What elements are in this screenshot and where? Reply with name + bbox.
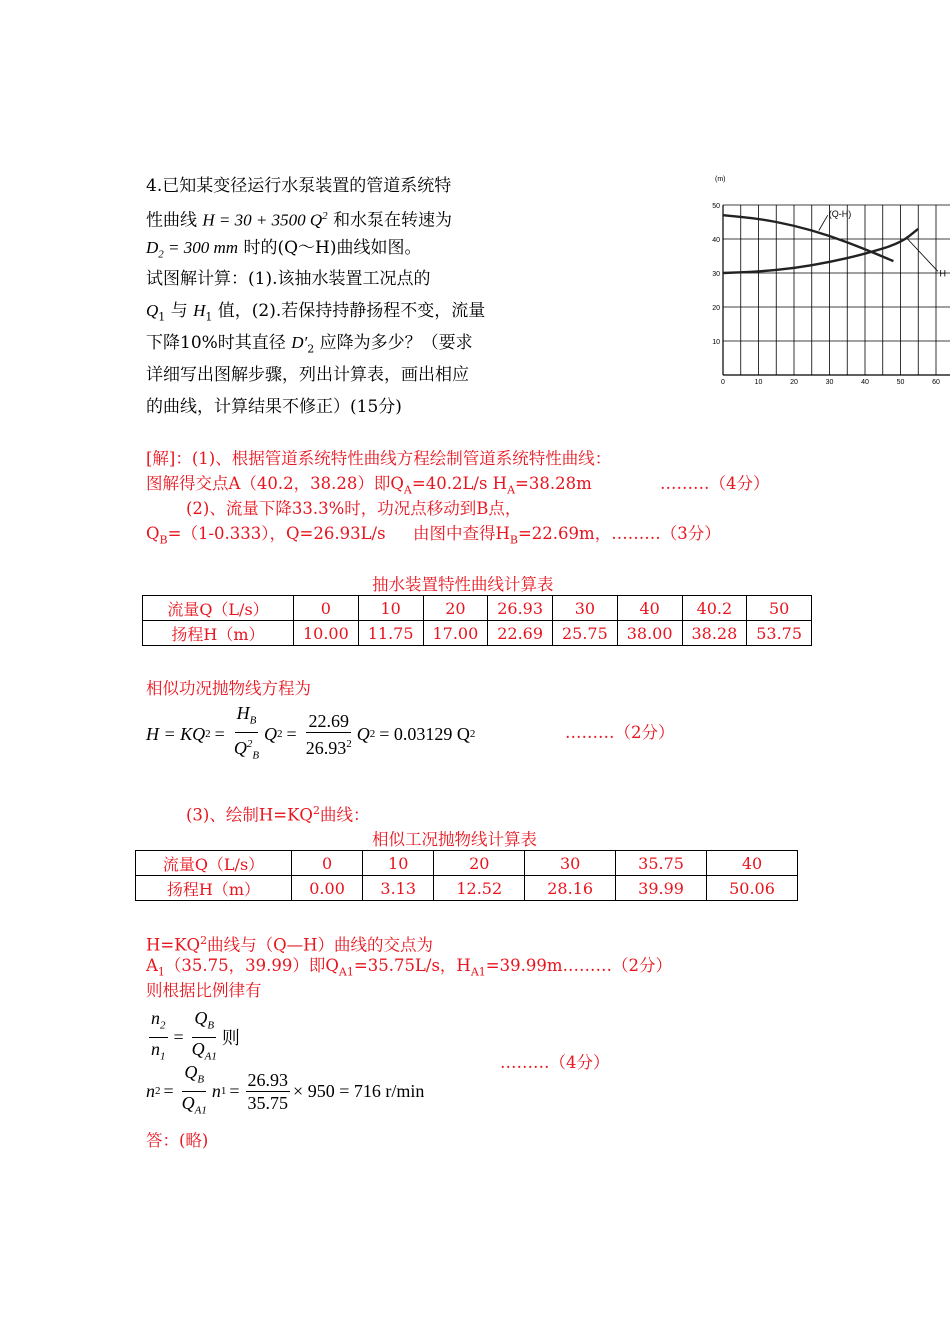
numerator — [192, 1007, 216, 1038]
equals: = — [229, 1080, 240, 1101]
denominator — [232, 733, 261, 767]
sub: 1 — [220, 1085, 227, 1097]
y-tick-label: 10 — [712, 339, 720, 346]
text: =38.28m — [515, 474, 592, 493]
qh-leader — [819, 215, 828, 230]
sub: 1 — [205, 310, 213, 324]
score-4b: ………（4分） — [500, 1053, 610, 1072]
cell: 12.52 — [434, 876, 525, 901]
denominator — [149, 1038, 168, 1068]
cell: 28.16 — [525, 876, 616, 901]
q: Q — [264, 723, 278, 744]
answer: 答：(略) — [146, 1131, 209, 1150]
equals: = — [214, 723, 225, 744]
solution-hb — [413, 521, 721, 552]
question-line-8: 的曲线，计算结果不修正）(15分) — [146, 397, 402, 417]
equals: = — [163, 1080, 174, 1101]
cell: 40 — [707, 851, 798, 876]
qa1: Q — [191, 1038, 205, 1059]
sub: B — [159, 533, 168, 547]
sup: 2 — [469, 728, 476, 740]
text: 时的(Q～H)曲线如图。 — [243, 238, 422, 258]
cell: 3.13 — [363, 876, 434, 901]
sub: A1 — [194, 1104, 207, 1117]
n1: n — [151, 1038, 160, 1059]
sub: 2 — [307, 342, 315, 356]
cell: 17.00 — [423, 621, 488, 646]
text: 与 — [170, 301, 188, 321]
text: A — [146, 956, 158, 975]
text: =39.99m………（2分） — [485, 956, 672, 975]
sub: 1 — [157, 965, 165, 979]
cell: 38.00 — [617, 621, 682, 646]
qb: Q — [233, 737, 247, 758]
sup: 2 — [346, 737, 352, 750]
cell: 10 — [358, 596, 423, 621]
cell: 26.93 — [488, 596, 553, 621]
text: =40.2L/s H — [411, 474, 508, 493]
sub: 1 — [158, 310, 166, 324]
system-curve — [723, 229, 918, 273]
cell: 30 — [525, 851, 616, 876]
text: =35.75L/s，H — [353, 956, 471, 975]
n2: n — [146, 1080, 155, 1101]
text: H=KQ — [146, 935, 201, 955]
sub: A1 — [204, 1050, 217, 1063]
eq-left: H = KQ — [146, 723, 206, 744]
question-line-7: 详细写出图解步骤，列出计算表，画出相应 — [146, 365, 469, 385]
text: =（1-0.333），Q=26.93L/s — [167, 524, 386, 543]
pump-system-table — [142, 595, 812, 646]
equals: = — [286, 723, 297, 744]
parabola-title: 相似功况抛物线方程为 — [146, 679, 311, 698]
cell: 25.75 — [553, 621, 618, 646]
question-line-4: 试图解计算：(1).该抽水装置工况点的 — [146, 269, 431, 289]
row-header: 扬程H（m） — [136, 876, 292, 901]
sup: 2 — [322, 210, 328, 222]
x-tick-label: 20 — [790, 379, 798, 385]
text: Q — [146, 524, 160, 543]
pump-curve-chart — [705, 170, 950, 385]
text: 值，(2).若保持持静扬程不变，流量 — [217, 301, 486, 321]
h1: H — [193, 301, 206, 320]
formula-h: H = 30 + 3500 Q — [202, 210, 323, 230]
fraction-values — [304, 710, 354, 759]
cell: 50.06 — [707, 876, 798, 901]
text: 和水泵在转速为 — [333, 210, 453, 231]
sup: 2 — [205, 728, 211, 740]
den-value: 26.93 — [305, 737, 347, 758]
text: 曲线与（Q—H）曲线的交点为 — [207, 935, 433, 955]
n2: n — [151, 1007, 160, 1028]
table-row — [136, 876, 798, 901]
fraction-hb-qb — [232, 702, 261, 766]
cell: 38.28 — [682, 621, 747, 646]
qh-label: (Q-H) — [828, 208, 852, 219]
equals: = — [173, 1026, 184, 1047]
fraction-q — [190, 1007, 219, 1067]
qa1: Q — [181, 1092, 195, 1113]
cell: 50 — [747, 596, 812, 621]
h-label: H — [939, 268, 947, 279]
solution-point-b — [146, 521, 386, 552]
cell: 11.75 — [358, 621, 423, 646]
cell: 0 — [292, 851, 363, 876]
cell: 40 — [617, 596, 682, 621]
sub: B — [249, 714, 257, 727]
table-row — [143, 621, 812, 646]
sup: 2 — [369, 728, 376, 740]
text: 由图中查得H — [413, 524, 510, 543]
row-header: 流量Q（L/s） — [143, 596, 294, 621]
cell: 10.00 — [294, 621, 359, 646]
n1: n — [211, 1080, 221, 1101]
numerator — [235, 702, 259, 733]
hb: H — [236, 702, 250, 723]
formula-d: D — [146, 238, 159, 257]
x-tick-label: 40 — [861, 379, 869, 385]
x-tick-label: 60 — [932, 379, 940, 385]
x-tick-label: 50 — [896, 379, 905, 385]
x-tick-label: 30 — [825, 379, 834, 385]
solution-step-3 — [186, 798, 369, 828]
then: 则 — [221, 1028, 240, 1048]
cell: 22.69 — [488, 621, 553, 646]
cell: 39.99 — [616, 876, 707, 901]
numerator — [182, 1061, 206, 1092]
cell: 10 — [363, 851, 434, 876]
qh-curve — [723, 215, 893, 261]
table-row — [143, 596, 812, 621]
sup: 2 — [246, 737, 253, 750]
parabola-table — [135, 850, 798, 901]
sub: 2 — [160, 1019, 166, 1032]
text: 图解得交点A（40.2，38.28）即Q — [146, 474, 404, 493]
sub: B — [197, 1073, 205, 1086]
y-tick-label: 40 — [712, 237, 720, 244]
speed-calculation — [146, 1061, 425, 1118]
cell: 35.75 — [616, 851, 707, 876]
sup: 2 — [312, 804, 320, 817]
denominator: 35.75 — [247, 1092, 289, 1113]
sub: 1 — [160, 1050, 166, 1063]
cell: 20 — [434, 851, 525, 876]
score-4: ………（4分） — [660, 474, 770, 493]
d2-prime: D′ — [291, 333, 308, 352]
numerator — [149, 1007, 168, 1038]
sub: 2 — [155, 1085, 161, 1097]
numerator: 26.93 — [247, 1069, 289, 1090]
y-tick-label: 20 — [712, 305, 720, 312]
sub: A1 — [338, 965, 354, 979]
cell: 40.2 — [682, 596, 747, 621]
table-row — [136, 851, 798, 876]
fraction-n — [149, 1007, 168, 1067]
ratio-equation — [146, 1007, 240, 1064]
table1-title: 抽水装置特性曲线计算表 — [372, 575, 554, 594]
x-tick-label: 0 — [721, 379, 725, 385]
denominator — [304, 733, 354, 759]
cell: 30 — [553, 596, 618, 621]
fraction-values — [246, 1069, 291, 1114]
x-tick-label: 10 — [754, 379, 763, 385]
q: Q — [356, 723, 370, 744]
y-tick-label: 30 — [712, 271, 720, 278]
eq-right: = 0.03129 Q — [379, 723, 470, 744]
text: 曲线： — [319, 805, 370, 825]
sub: 2 — [158, 248, 164, 261]
y-tick-label: 50 — [712, 203, 720, 210]
sub: A — [507, 483, 516, 497]
cell: 0.00 — [292, 876, 363, 901]
sub: B — [252, 749, 260, 762]
sup: 2 — [200, 934, 208, 947]
text: 性曲线 — [146, 210, 197, 231]
formula-value: = 300 mm — [163, 238, 239, 257]
text: 下降10%时其直径 — [146, 333, 286, 353]
question-line-1: 4.已知某变径运行水泵装置的管道系统特 — [146, 176, 452, 196]
sup: 2 — [277, 728, 283, 740]
solution-step-1: [解]：(1)、根据管道系统特性曲线方程绘制管道系统特性曲线： — [146, 449, 612, 468]
cell: 0 — [294, 596, 359, 621]
denominator — [180, 1092, 209, 1122]
y-axis-label: (m) — [715, 176, 726, 183]
row-header: 扬程H（m） — [143, 621, 294, 646]
calc-tail: × 950 = 716 r/min — [293, 1080, 425, 1101]
sub: B — [509, 533, 518, 547]
text: =22.69m，………（3分） — [517, 524, 721, 543]
cell: 20 — [423, 596, 488, 621]
solution-step-2: (2)、流量下降33.3%时，功况点移动到B点， — [186, 499, 522, 518]
h-leader — [908, 239, 938, 271]
cell: 53.75 — [747, 621, 812, 646]
numerator: 22.69 — [308, 710, 349, 731]
table2-title: 相似工况抛物线计算表 — [372, 830, 537, 849]
text: （35.75，39.99）即Q — [164, 956, 339, 975]
score-2a: ………（2分） — [565, 723, 675, 742]
qb: Q — [194, 1007, 208, 1028]
text: (3)、绘制H=KQ — [186, 805, 313, 825]
ratio-text: 则根据比例律有 — [146, 981, 262, 1000]
qb: Q — [184, 1061, 198, 1082]
q1: Q — [146, 301, 159, 320]
sub: B — [207, 1019, 215, 1032]
fraction-q — [180, 1061, 209, 1121]
sub: A — [403, 483, 412, 497]
parabola-equation — [146, 702, 476, 762]
sub: A1 — [470, 965, 486, 979]
row-header: 流量Q（L/s） — [136, 851, 292, 876]
text: 应降为多少？（要求 — [319, 333, 473, 353]
